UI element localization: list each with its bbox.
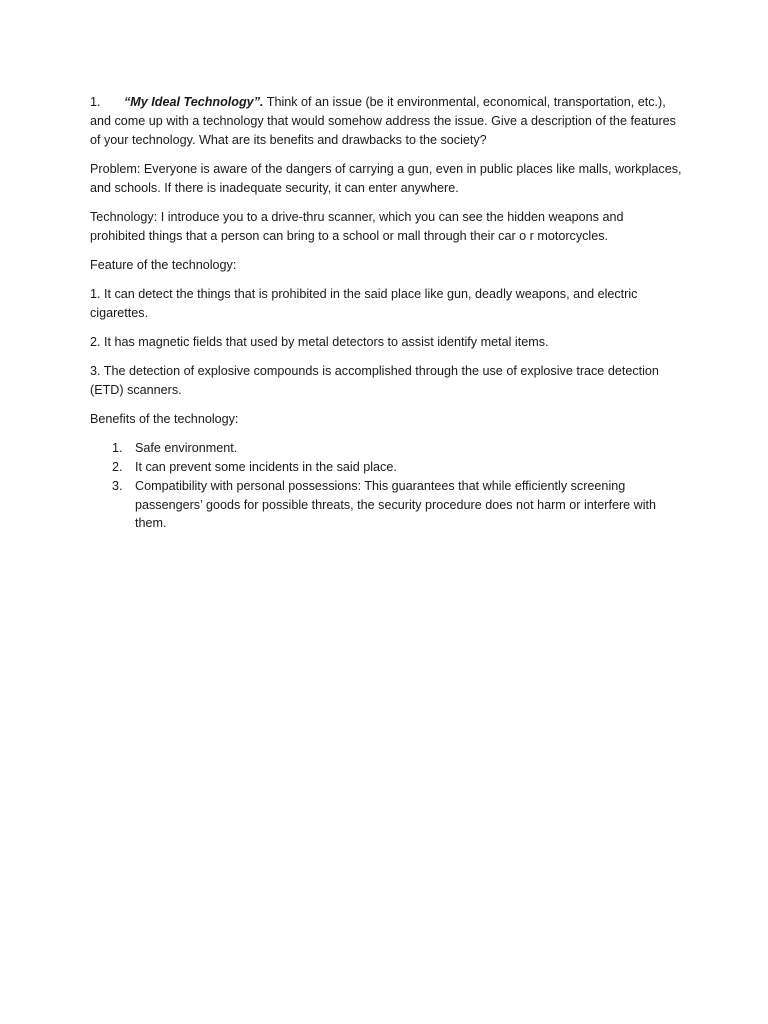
- feature-item: 1. It can detect the things that is prohibited in the said place like gun, deadly weapons, and electric cigarettes.: [90, 286, 638, 320]
- features-heading: Feature of the technology:: [90, 257, 237, 272]
- benefits-list: [90, 439, 682, 533]
- question-title: “My Ideal Technology”.: [124, 95, 264, 109]
- list-item: [90, 458, 682, 477]
- list-item-text: Compatibility with personal possessions: This guarantees that while efficiently screening passengers’ goods for possible threats, the security procedure does not harm or interfere with them.: [135, 478, 657, 531]
- list-item-text: It can prevent some incidents in the said place.: [135, 460, 397, 475]
- list-item: [90, 477, 682, 533]
- benefits-heading: Benefits of the technology:: [90, 412, 239, 427]
- feature-item: 2. It has magnetic fields that used by metal detectors to assist identify metal items.: [90, 334, 549, 349]
- list-item: [90, 439, 682, 458]
- list-item-number: 1.: [112, 441, 123, 456]
- document-page: [90, 93, 682, 533]
- problem-paragraph: Problem: Everyone is aware of the dangers of carrying a gun, even in public places like malls, workplaces, and schools. If there is inadequate security, it can enter anywhere.: [90, 161, 682, 195]
- question-number: 1.: [90, 95, 101, 109]
- list-item-number: 2.: [112, 460, 123, 475]
- question-text: Think of an issue (be it environmental, economical, transportation, etc.), and come up with a technology that would somehow address the issue. Give a description of the features of your technology. What are its benefits and drawbacks to the society?: [90, 95, 676, 147]
- technology-paragraph: Technology: I introduce you to a drive-thru scanner, which you can see the hidden weapons and prohibited things that a person can bring to a school or mall through their car o r motorcycles.: [90, 209, 624, 243]
- feature-item: 3. The detection of explosive compounds is accomplished through the use of explosive trace detection (ETD) scanners.: [90, 364, 659, 397]
- question-paragraph: [90, 93, 682, 149]
- list-item-number: 3.: [112, 478, 123, 493]
- list-item-text: Safe environment.: [135, 441, 238, 456]
